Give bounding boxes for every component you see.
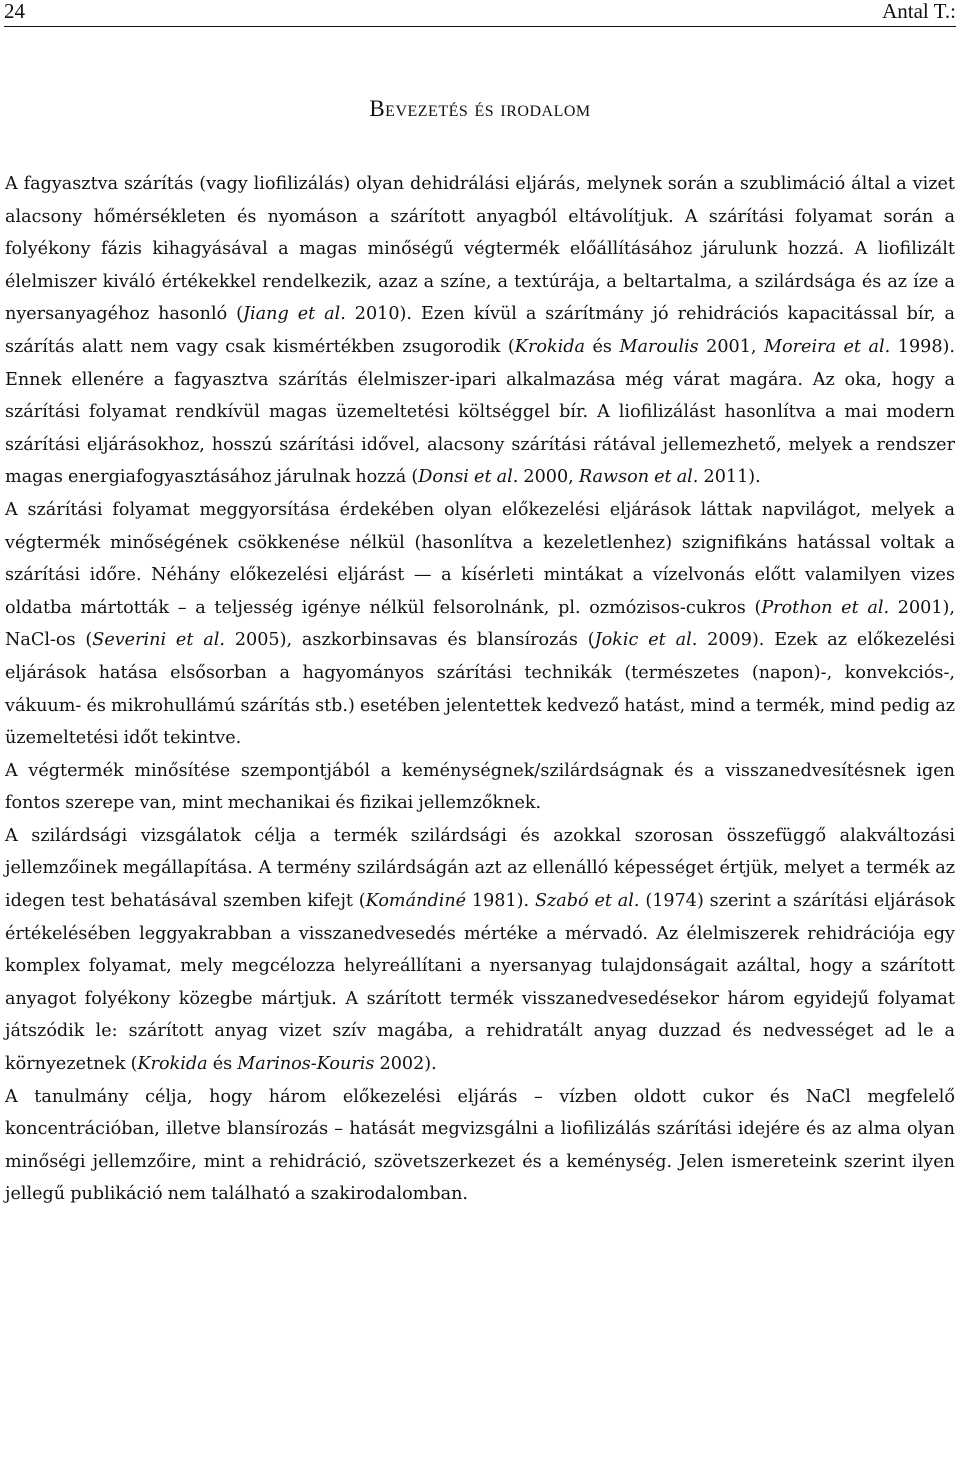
text-run: 2010). Ezen kívül a szárítmány jó rehidrációs kapacitással bír, a szárítás alatt nem vagy csak kismértékben zsugorodik ( bbox=[5, 304, 956, 357]
citation-author: Maroulis bbox=[619, 336, 699, 357]
running-header bbox=[4, 0, 956, 27]
text-run: A fagyasztva szárítás (vagy liofilizálás) olyan dehidrálási eljárás, melynek során a szublimáció által a vizet alacsony hőmérsékleten és nyomáson a szárított anyagból eltávolítjuk. A szárítási folyamat során a folyékony fázis kihagyásával a magas minőségű végtermék előállításához járulunk hozzá. A liofilizált élelmiszer kiváló értékekkel rendelkezik, azaz a színe, a textúrája, a beltartalma, a szilárdsága és az íze a nyersanyagéhoz hasonló ( bbox=[5, 174, 955, 325]
paragraph-4 bbox=[5, 820, 955, 1081]
paragraph-1 bbox=[5, 168, 955, 494]
citation-author: Rawson et al. bbox=[578, 467, 699, 488]
text-run: A végtermék minősítése szempontjából a keménységnek/szilárdságnak és a visszanedvesítésnek igen fontos szerepe van, mint mechanikai és fizikai jellemzőknek. bbox=[5, 760, 955, 814]
text-run: A tanulmány célja, hogy három előkezelési eljárás – vízben oldott cukor és NaCl megfelelő koncentrációban, illetve blansírozás – hatását megvizsgálni a liofilizálás szárítási idejére és az alma olyan minőségi jellemzőire, mint a rehidráció, szövetszerkezet és a keménység. Jelen ismereteink szerint ilyen jellegű publikáció nem található a szakirodalomban. bbox=[5, 1086, 955, 1205]
citation-author: Severini et al. bbox=[92, 630, 225, 651]
text-run: 1998). Ennek ellenére a fagyasztva szárítás élelmiszer-ipari alkalmazása még várat magára. Az oka, hogy a szárítási folyamat rendkívül magas üzemeltetési költséggel bír. A liofilizálást hasonlítva a mai modern szárítási eljárásokhoz, hosszú szárítási idővel, alacsony szárítási rátával jellemezhető, melyek a rendszer magas energiafogyasztásához járulnak hozzá ( bbox=[5, 336, 955, 488]
citation-author: Prothon et al. bbox=[761, 597, 890, 618]
text-run: 2011). bbox=[698, 467, 761, 488]
text-run: 2001, bbox=[698, 336, 765, 357]
citation-author: Szabó et al. bbox=[534, 891, 640, 912]
citation-author: Donsi et al. bbox=[418, 467, 519, 488]
text-run: A szilárdsági vizsgálatok célja a termék szilárdsági és azokkal szorosan összefüggő alakváltozási jellemzőinek megállapítása. A termény szilárdságán azt az ellenálló képességet értjük, melyet a termék az idegen test behatásával szemben kifejt ( bbox=[5, 825, 955, 912]
text-run: és bbox=[207, 1054, 238, 1075]
citation-author: Komándiné bbox=[365, 891, 467, 912]
citation-author: Krokida bbox=[137, 1054, 208, 1075]
text-run: 1981). bbox=[466, 891, 535, 912]
citation-author: Krokida bbox=[514, 336, 585, 357]
text-run: 2009). Ezek az előkezelési eljárások hatása elsősorban a hagyományos szárítási technikák (természetes (napon)-, konvekciós-, vákuum- és mikrohullámú szárítás stb.) esetében jelentettek kedvező hatást, mind a termék, mind pedig az üzemeltetési időt tekintve. bbox=[5, 630, 955, 749]
page-number: 24 bbox=[4, 0, 25, 23]
citation-author: Moreira et al. bbox=[764, 336, 891, 357]
body-text bbox=[5, 168, 955, 1211]
paragraph-5 bbox=[5, 1081, 955, 1211]
text-run: 2000, bbox=[518, 467, 579, 488]
citation-author: Jokic et al. bbox=[594, 630, 698, 651]
section-title: Bevezetés és irodalom bbox=[369, 96, 591, 121]
citation-author: Jiang et al. bbox=[242, 304, 346, 325]
running-author: Antal T.: bbox=[882, 0, 956, 23]
text-run: 2005), aszkorbinsavas és blansírozás ( bbox=[224, 630, 595, 651]
paragraph-2 bbox=[5, 494, 955, 755]
citation-author: Marinos-Kouris bbox=[237, 1054, 375, 1075]
text-run: 2002). bbox=[374, 1054, 437, 1075]
text-run: 2001), NaCl-os ( bbox=[5, 597, 955, 651]
text-run: és bbox=[584, 336, 620, 357]
text-run: A szárítási folyamat meggyorsítása érdekében olyan előkezelési eljárások láttak napvilágot, melyek a végtermék minőségének csökkenése nélkül (hasonlítva a kezeletlenhez) szignifikáns hatással voltak a szárítási időre. Néhány előkezelési eljárást — a kísérleti mintákat a vízelvonás előtt valamilyen vizes oldatba mártották – a teljesség igénye nélkül felsorolnánk, pl. ozmózisos-cukros ( bbox=[5, 499, 955, 618]
text-run: (1974) szerint a szárítási eljárások értékelésében leggyakrabban a visszanedvesedés mértéke a mérvadó. Az élelmiszerek rehidrációja egy komplex folyamat, mely megcélozza helyreállítani a nyersanyag tulajdonságait azáltal, hogy a szárított anyagot folyékony közegbe mártjuk. A szárított termék visszanedvesedésekor három egyidejű folyamat játszódik le: szárított anyag vizet szív magába, a rehidratált anyag duzzad és nedvességet ad le a környezetnek ( bbox=[5, 891, 956, 1075]
paragraph-3 bbox=[5, 755, 955, 820]
